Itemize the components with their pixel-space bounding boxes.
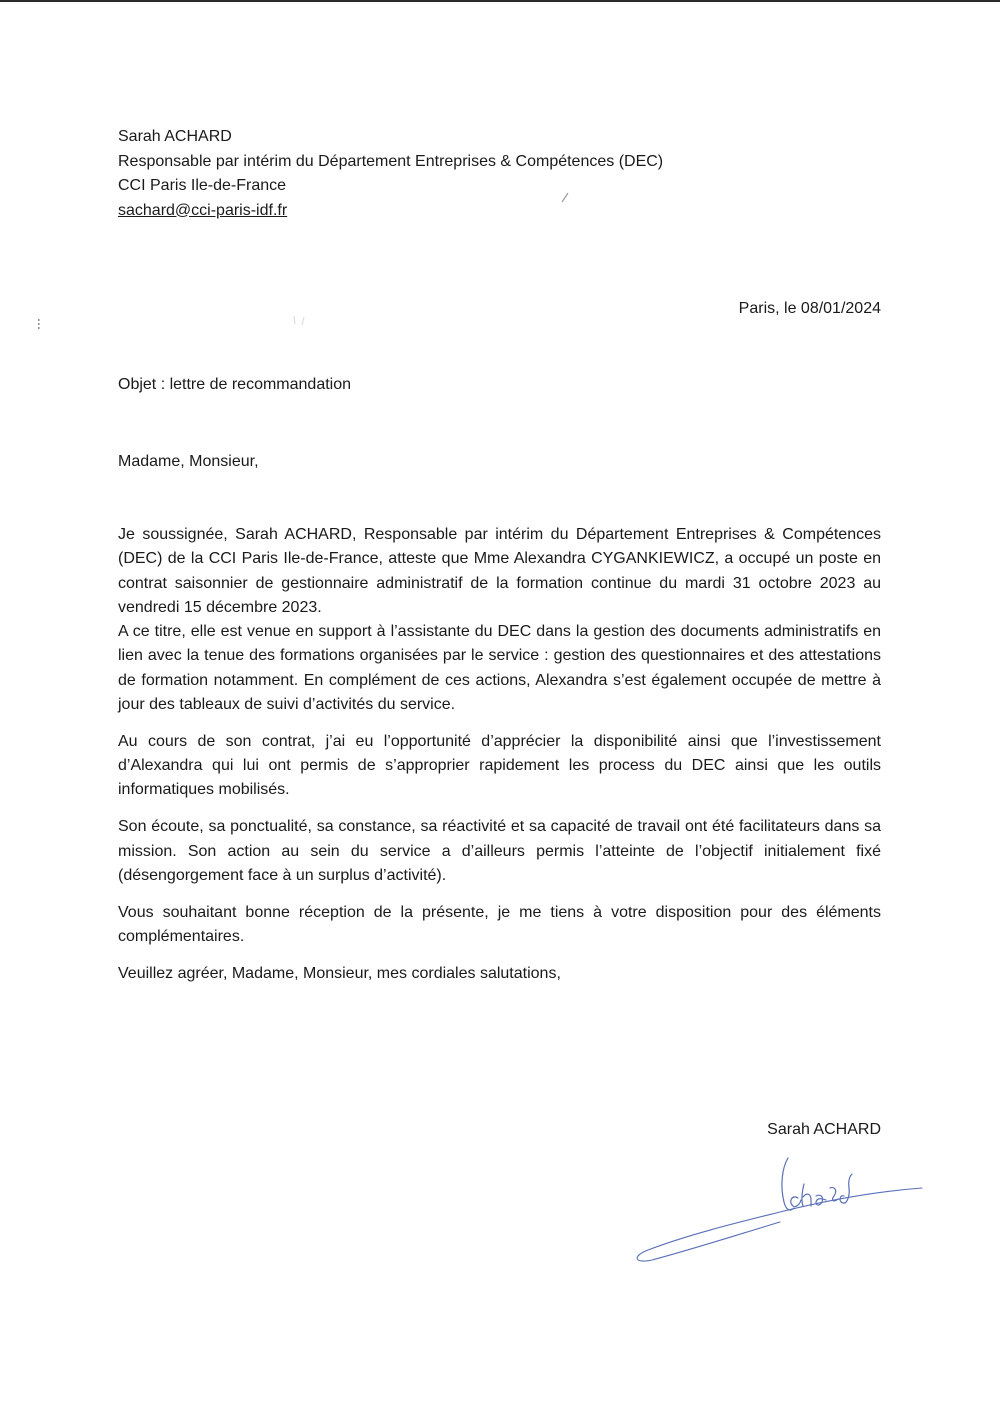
body-paragraph: Au cours de son contrat, j’ai eu l’opportunité d’apprécier la disponibilité ainsi que l’investissement d’Alexandra qui lui ont permis de s’approprier rapidement les process du DEC ainsi que les outils informatiques mobilisés. (118, 732, 881, 799)
subject-line: Objet : lettre de recommandation (118, 376, 352, 393)
sender-name: Sarah ACHARD (118, 128, 232, 145)
body-paragraph: Vous souhaitant bonne réception de la présente, je me tiens à votre disposition pour des éléments complémentaires. (118, 903, 881, 945)
body-paragraph: Son écoute, sa ponctualité, sa constance, sa réactivité et sa capacité de travail ont été facilitateurs dans sa mission. Son action au sein du service a d’ailleurs permis l’atteinte de l’objectif initialement fixé (désengorgement face à un surplus d’activité). (118, 818, 881, 884)
body-paragraph: A ce titre, elle est venue en support à l’assistante du DEC dans la gestion des documents administratifs en lien avec la tenue des formations organisées par le service : gestion des questionnaires et des attestations de formation notamment. En complément de ces actions, Alexandra s’est également occupée de mettre à jour des tableaux de suivi d’activités du service. (118, 623, 881, 714)
letter-body (118, 523, 881, 986)
sender-title: Responsable par intérim du Département Entreprises & Compétences (DEC) (118, 152, 664, 170)
page-top-border (0, 0, 1000, 2)
handwritten-signature (630, 1150, 930, 1270)
closing-paragraph: Veuillez agréer, Madame, Monsieur, mes cordiales salutations, (118, 964, 561, 982)
scan-speck (292, 314, 308, 328)
sender-block (118, 125, 663, 223)
scan-speck (36, 318, 42, 330)
body-paragraph: Je soussignée, Sarah ACHARD, Responsable par intérim du Département Entreprises & Compétences (DEC) de la CCI Paris Ile-de-France, atteste que Mme Alexandra CYGANKIEWICZ, a occupé un poste en contrat saisonnier de gestionnaire administratif de la formation continue du mardi 31 octobre 2023 au vendredi 15 décembre 2023. (118, 526, 881, 616)
date-line: Paris, le 08/01/2024 (738, 300, 881, 317)
sender-organization: CCI Paris Ile-de-France (118, 177, 287, 194)
greeting: Madame, Monsieur, (118, 453, 259, 470)
signer-name: Sarah ACHARD (767, 1121, 881, 1138)
sender-email-link[interactable]: sachard@cci-paris-idf.fr (118, 201, 288, 219)
scan-speck (560, 190, 572, 204)
